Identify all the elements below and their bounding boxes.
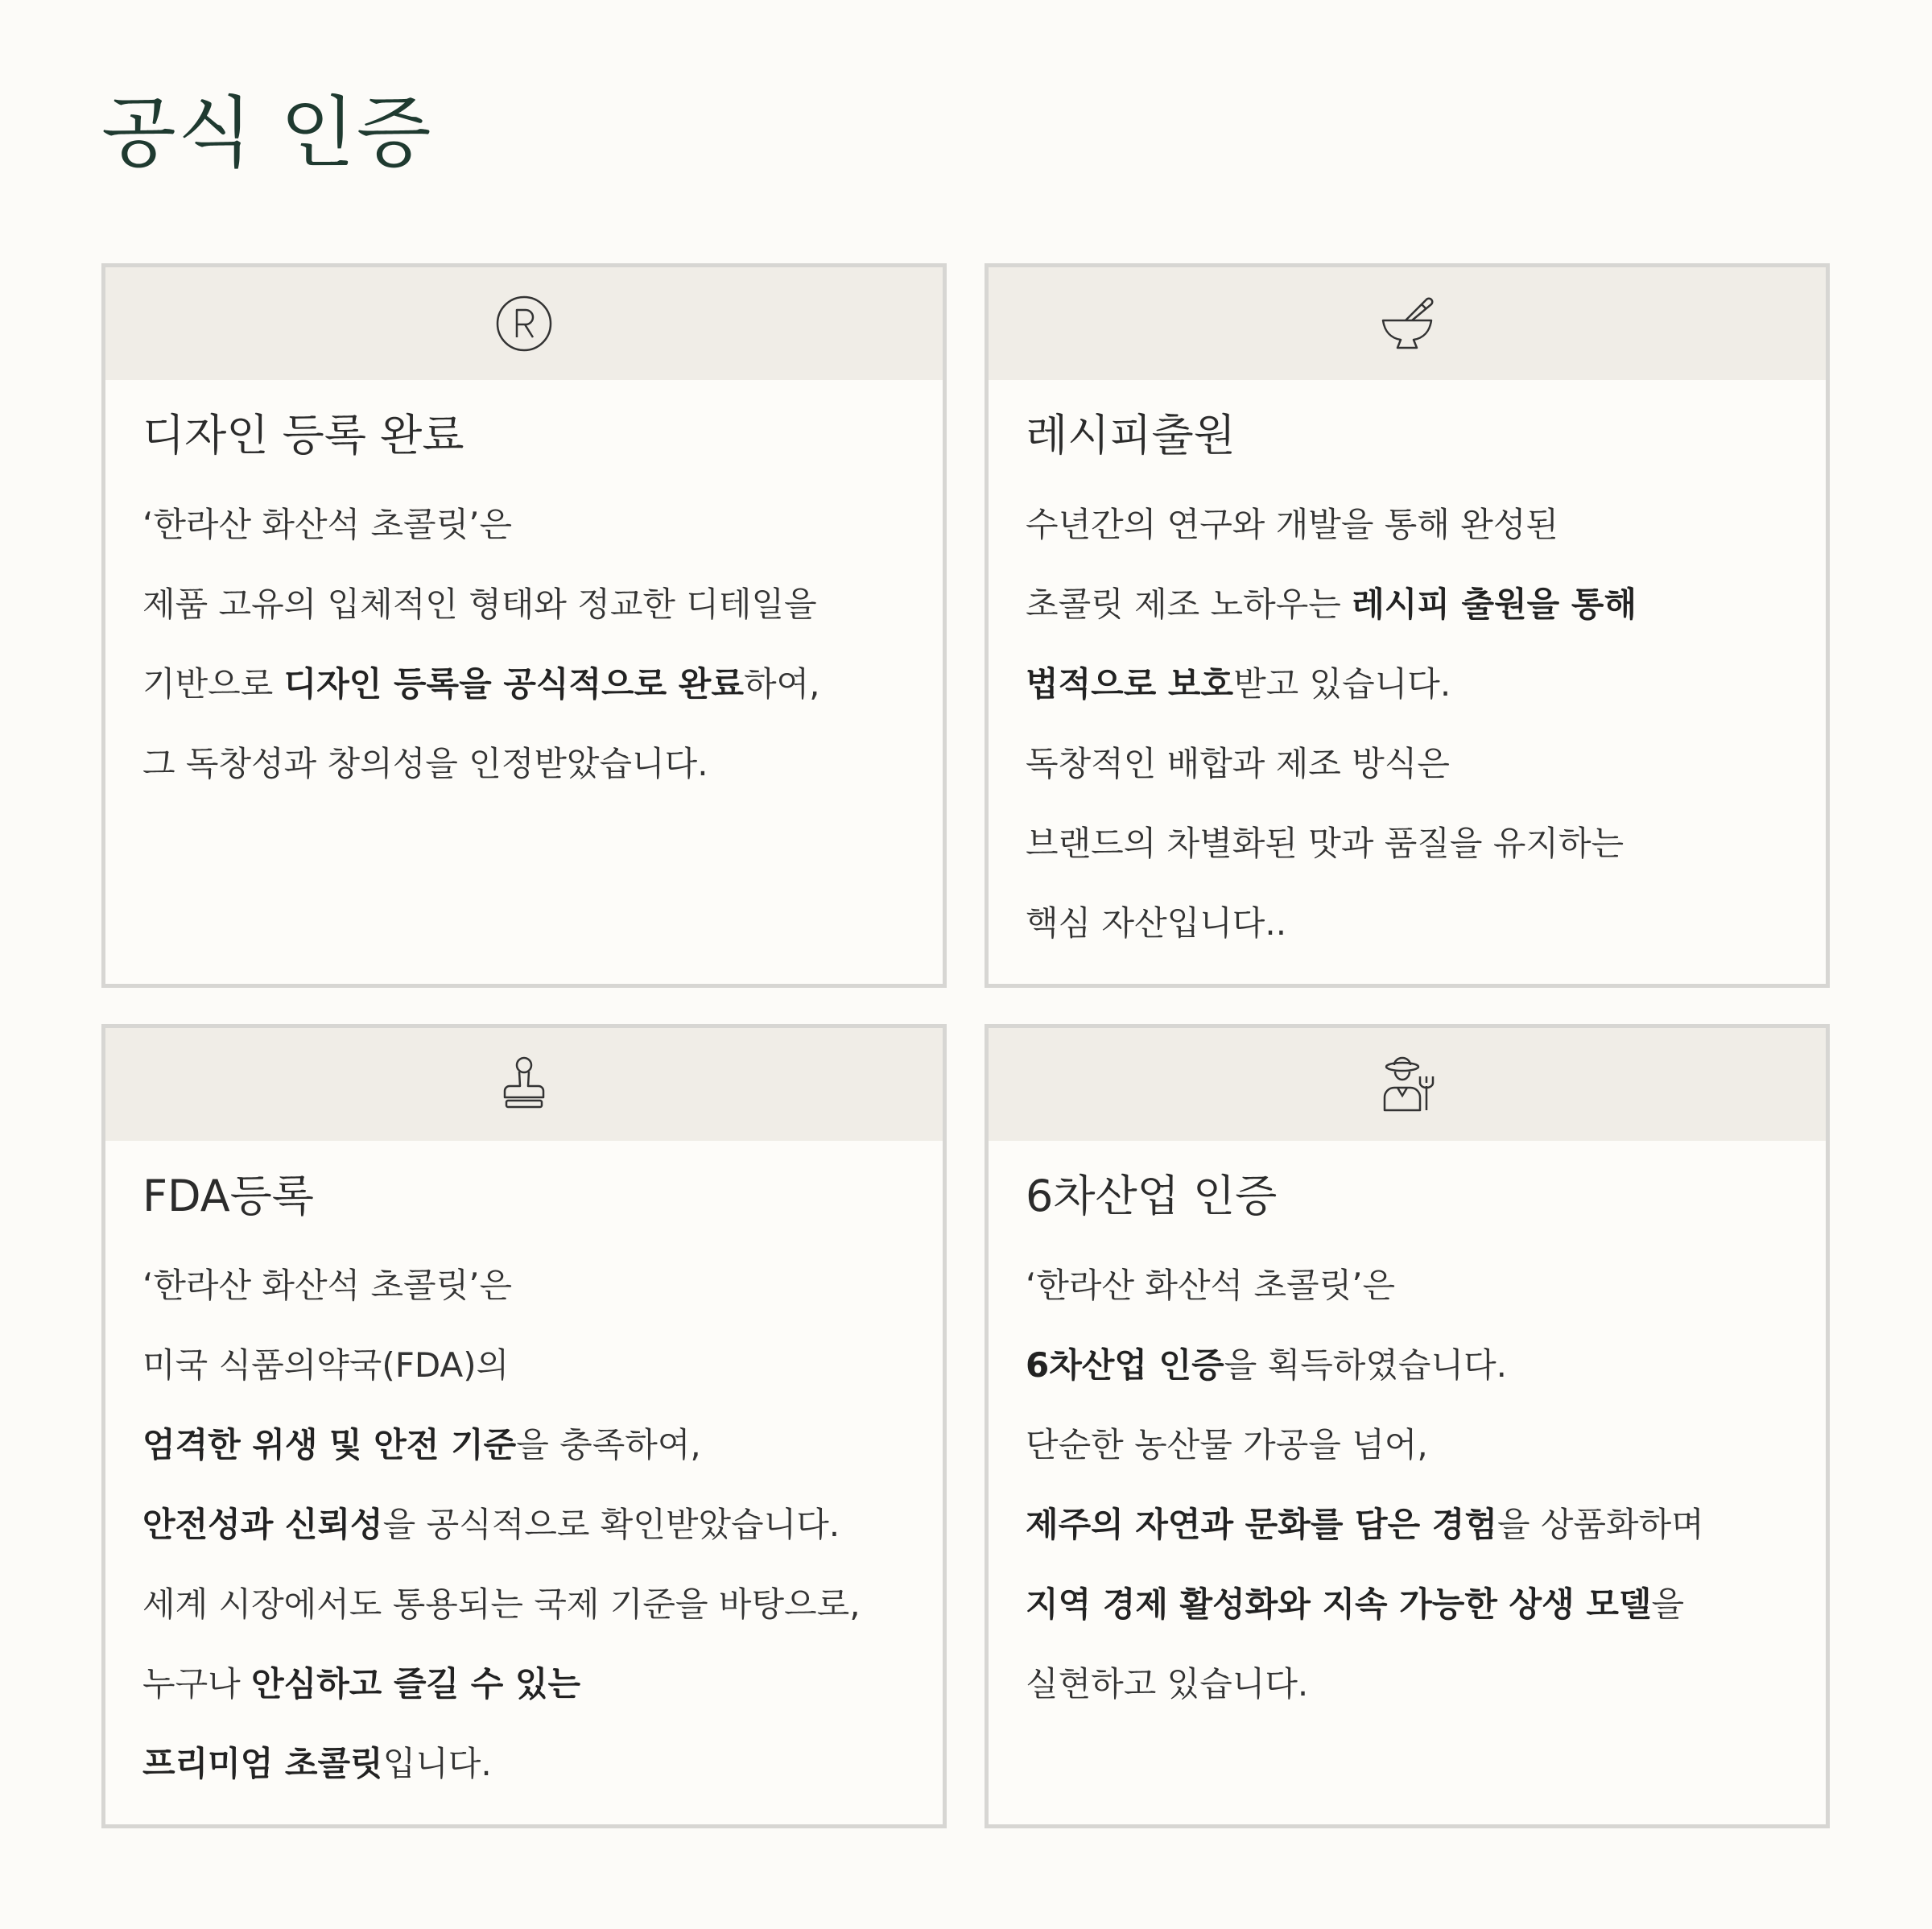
body-text: 핵심 자산입니다..: [1026, 903, 1287, 944]
body-text: ‘한라산 화산석 초콜릿’은: [142, 1266, 513, 1306]
card-text-line: [1026, 803, 1789, 883]
emphasis-text: 안전성과 신뢰성: [142, 1505, 383, 1545]
card-text: [1026, 1245, 1789, 1724]
card-text-line: [1026, 564, 1789, 644]
body-text: 을 공식적으로 확인받았습니다.: [382, 1505, 840, 1545]
emphasis-text: 레시피 출원을 통해: [1352, 584, 1637, 625]
card-text-line: [1026, 724, 1789, 803]
card-text-line: [142, 1564, 906, 1644]
card-header: [989, 267, 1826, 380]
body-text: 을 충족하여,: [516, 1425, 701, 1465]
body-text: 받고 있습니다.: [1233, 664, 1451, 704]
card-sixth-industry: [985, 1024, 1830, 1828]
card-text: [142, 485, 906, 803]
body-text: ‘한라산 화산석 초콜릿’은: [142, 505, 513, 545]
body-text: 제품 고유의 입체적인 형태와 정교한 디테일을: [142, 584, 817, 625]
emphasis-text: 프리미엄 초콜릿: [142, 1744, 383, 1784]
card-header: [105, 267, 943, 380]
card-text-line: [142, 1724, 906, 1803]
card-text-line: [142, 1405, 906, 1485]
card-text-line: [142, 1644, 906, 1724]
body-text: 세계 시장에서도 통용되는 국제 기준을 바탕으로,: [142, 1584, 861, 1625]
card-text-line: [1026, 1485, 1789, 1564]
card-text-line: [1026, 1405, 1789, 1485]
emphasis-text: 법적으로 보호: [1026, 664, 1234, 704]
body-text: 을 획득하였습니다.: [1224, 1345, 1507, 1386]
card-text-line: [1026, 1325, 1789, 1405]
card-title: FDA등록: [142, 1171, 314, 1221]
card-text-line: [142, 485, 906, 564]
card-text-line: [1026, 485, 1789, 564]
body-text: 하여,: [743, 664, 820, 704]
body-text: 을 상품화하며: [1496, 1505, 1704, 1545]
card-text-line: [142, 644, 906, 724]
card-text-line: [142, 724, 906, 803]
card-title: 디자인 등록 완료: [142, 410, 464, 461]
emphasis-text: 6차산업 인증: [1026, 1345, 1224, 1386]
emphasis-text: 안심하고 즐길 수 있는: [251, 1664, 581, 1704]
card-recipe-application: [985, 263, 1830, 988]
page-title: 공식 인증: [101, 88, 433, 178]
body-text: 브랜드의 차별화된 맛과 품질을 유지하는: [1026, 824, 1624, 864]
emphasis-text: 제주의 자연과 문화를 담은 경험: [1026, 1505, 1497, 1545]
card-text-line: [142, 1325, 906, 1405]
body-text: 미국 식품의약국(FDA)의: [142, 1345, 510, 1386]
emphasis-text: 디자인 등록을 공식적으로 완료: [283, 664, 744, 704]
registered-icon: [493, 293, 555, 354]
body-text: 기반으로: [142, 664, 284, 704]
card-body: [989, 380, 1826, 963]
body-text: 독창적인 배합과 제조 방식은: [1026, 744, 1450, 784]
card-text-line: [142, 1485, 906, 1564]
card-text-line: [142, 564, 906, 644]
card-header: [989, 1028, 1826, 1141]
card-text-line: [1026, 883, 1789, 963]
card-body: [105, 1141, 943, 1803]
card-header: [105, 1028, 943, 1141]
card-design-registration: [101, 263, 947, 988]
emphasis-text: 엄격한 위생 및 안전 기준: [142, 1425, 517, 1465]
body-text: ‘한라산 화산석 초콜릿’은: [1026, 1266, 1396, 1306]
stamp-icon: [493, 1054, 555, 1115]
farmer-icon: [1377, 1054, 1438, 1115]
card-text: [1026, 485, 1789, 963]
card-body: [105, 380, 943, 803]
mortar-pestle-icon: [1377, 293, 1438, 354]
card-body: [989, 1141, 1826, 1724]
body-text: 단순한 농산물 가공을 넘어,: [1026, 1425, 1428, 1465]
body-text: 누구나: [142, 1664, 252, 1704]
emphasis-text: 지역 경제 활성화와 지속 가능한 상생 모델: [1026, 1584, 1652, 1625]
body-text: 입니다.: [382, 1744, 492, 1784]
card-text-line: [1026, 1564, 1789, 1644]
body-text: 그 독창성과 창의성을 인정받았습니다.: [142, 744, 708, 784]
body-text: 수년간의 연구와 개발을 통해 완성된: [1026, 505, 1558, 545]
card-text-line: [142, 1245, 906, 1325]
card-title: 레시피출원: [1026, 410, 1236, 461]
card-fda-registration: [101, 1024, 947, 1828]
card-text-line: [1026, 644, 1789, 724]
body-text: 을: [1651, 1584, 1685, 1625]
body-text: 초콜릿 제조 노하우는: [1026, 584, 1352, 625]
card-text: [142, 1245, 906, 1803]
card-text-line: [1026, 1245, 1789, 1325]
card-text-line: [1026, 1644, 1789, 1724]
card-title: 6차산업 인증: [1026, 1171, 1278, 1221]
body-text: 실현하고 있습니다.: [1026, 1664, 1309, 1704]
